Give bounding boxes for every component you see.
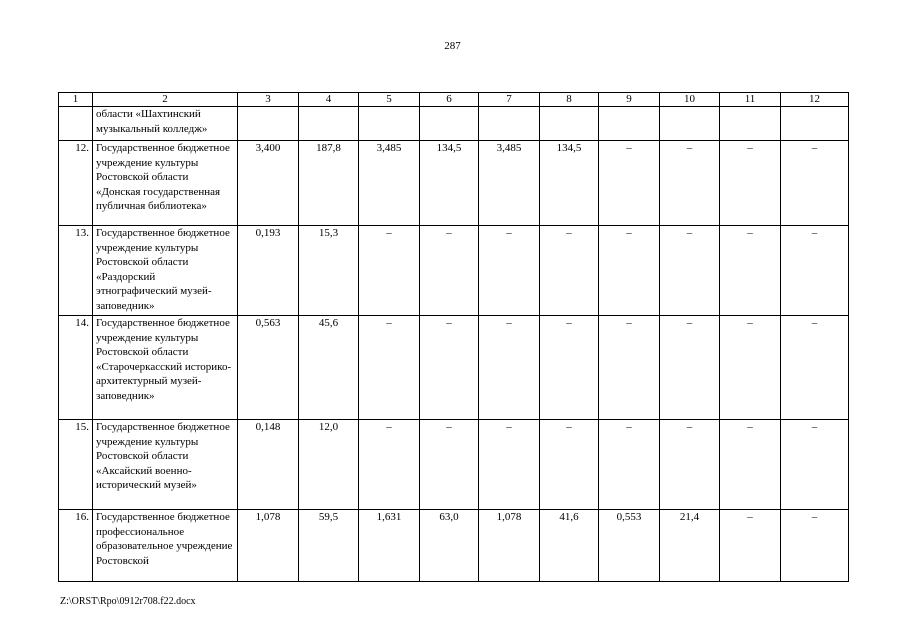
row-number: 16. [59,510,93,582]
value-cell: 41,6 [540,510,599,582]
value-cell [660,107,720,141]
value-cell: – [720,141,781,226]
value-cell: – [540,316,599,420]
header-cell: 10 [660,93,720,107]
value-cell [781,107,849,141]
value-cell: 0,563 [238,316,299,420]
row-number [59,107,93,141]
header-cell: 9 [599,93,660,107]
table-row [59,510,849,582]
value-cell: – [720,420,781,510]
value-cell: 15,3 [299,226,359,316]
page-number: 287 [444,40,461,52]
value-cell: 3,400 [238,141,299,226]
institution-name: Государственное бюджетное учреждение культуры Ростовской области «Аксайский военно-исторический музей» [93,420,238,510]
value-cell [420,107,479,141]
value-cell: 187,8 [299,141,359,226]
value-cell: – [359,420,420,510]
value-cell: – [540,420,599,510]
row-number: 14. [59,316,93,420]
table-row [59,420,849,510]
value-cell: – [781,510,849,582]
value-cell: – [660,141,720,226]
value-cell: 21,4 [660,510,720,582]
value-cell: – [660,316,720,420]
table-row [59,107,849,141]
value-cell: – [359,316,420,420]
value-cell [359,107,420,141]
value-cell: – [540,226,599,316]
value-cell: 59,5 [299,510,359,582]
header-cell: 11 [720,93,781,107]
institution-name: Государственное бюджетное профессиональное образовательное учреждение Ростовской [93,510,238,582]
value-cell: 3,485 [479,141,540,226]
value-cell [599,107,660,141]
value-cell: – [720,316,781,420]
value-cell [540,107,599,141]
value-cell: 0,193 [238,226,299,316]
value-cell: – [781,316,849,420]
header-cell: 3 [238,93,299,107]
value-cell: 134,5 [540,141,599,226]
value-cell: – [720,226,781,316]
value-cell: 1,631 [359,510,420,582]
value-cell: – [720,510,781,582]
institution-name: Государственное бюджетное учреждение культуры Ростовской области «Раздорский этнографический музей-заповедник» [93,226,238,316]
value-cell: 63,0 [420,510,479,582]
value-cell [479,107,540,141]
data-table [58,92,849,582]
value-cell: – [599,316,660,420]
value-cell: 0,148 [238,420,299,510]
table-row [59,141,849,226]
header-cell: 5 [359,93,420,107]
value-cell: – [599,226,660,316]
value-cell: – [781,141,849,226]
value-cell: 0,553 [599,510,660,582]
value-cell: – [420,316,479,420]
institution-name: Государственное бюджетное учреждение культуры Ростовской области «Старочеркасский историко-архитектурный музей-заповедник» [93,316,238,420]
value-cell: 134,5 [420,141,479,226]
value-cell: – [420,420,479,510]
value-cell [238,107,299,141]
header-cell: 4 [299,93,359,107]
value-cell: – [420,226,479,316]
header-cell: 7 [479,93,540,107]
row-number: 15. [59,420,93,510]
header-cell: 1 [59,93,93,107]
table-row [59,316,849,420]
row-number: 12. [59,141,93,226]
value-cell: – [479,316,540,420]
value-cell: 45,6 [299,316,359,420]
value-cell: 1,078 [238,510,299,582]
file-path-footer: Z:\ORST\Rpo\0912r708.f22.docx [60,596,196,607]
institution-name: области «Шахтинский музыкальный колледж» [93,107,238,141]
value-cell: – [479,420,540,510]
value-cell: 12,0 [299,420,359,510]
value-cell: – [660,226,720,316]
value-cell: – [660,420,720,510]
value-cell: – [781,226,849,316]
value-cell: – [599,420,660,510]
table-row [59,226,849,316]
header-row [59,93,849,107]
value-cell [720,107,781,141]
value-cell [299,107,359,141]
value-cell: 3,485 [359,141,420,226]
value-cell: – [479,226,540,316]
header-cell: 2 [93,93,238,107]
header-cell: 6 [420,93,479,107]
institution-name: Государственное бюджетное учреждение культуры Ростовской области «Донская государственная публичная библиотека» [93,141,238,226]
value-cell: – [359,226,420,316]
row-number: 13. [59,226,93,316]
header-cell: 12 [781,93,849,107]
value-cell: – [599,141,660,226]
value-cell: – [781,420,849,510]
value-cell: 1,078 [479,510,540,582]
header-cell: 8 [540,93,599,107]
